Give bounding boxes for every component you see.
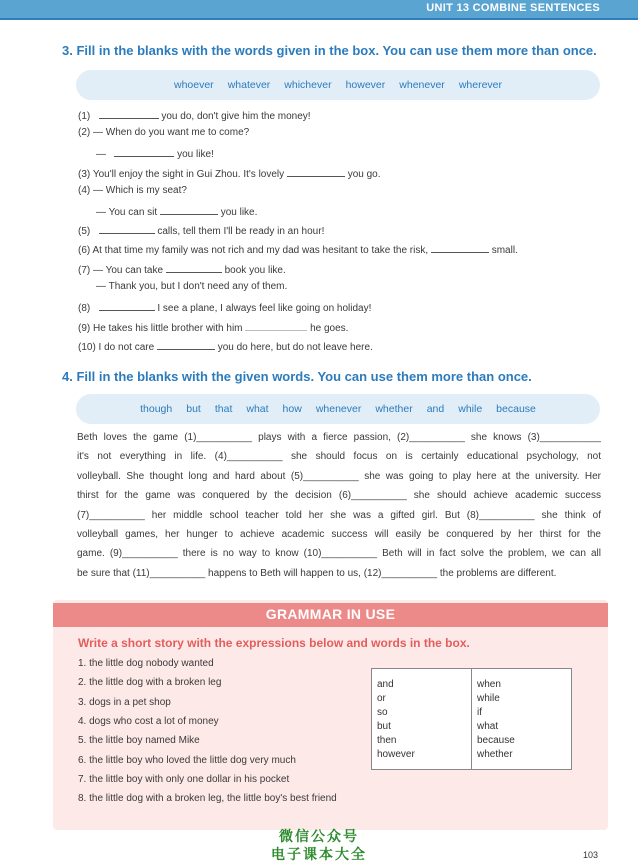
exercise-line: (5) calls, tell them I'll be ready in an hour! — [78, 223, 324, 237]
connector-word: however — [377, 749, 415, 760]
cloze-paragraph — [77, 428, 601, 583]
answer-blank[interactable] — [287, 166, 345, 177]
word-option: whether — [375, 403, 413, 415]
exercise-line: — you like! — [96, 146, 214, 160]
word-option: wherever — [458, 79, 502, 91]
word-option: however — [345, 79, 386, 91]
connector-word: while — [477, 693, 500, 704]
connector-column-right — [477, 678, 515, 762]
connector-word: because — [477, 735, 515, 746]
word-option: though — [140, 403, 173, 415]
exercise-line: (9) He takes his little brother with him he goes. — [78, 320, 348, 334]
answer-blank[interactable] — [245, 320, 307, 331]
connector-word: so — [377, 707, 388, 718]
exercise-line: (4) — Which is my seat? — [78, 185, 187, 196]
exercise-line: (10) I do not care you do here, but do not leave here. — [78, 339, 373, 353]
paragraph-line: volleyball. She thought long and hard about (5)__________ she was going to play here at the university. Her — [77, 470, 601, 482]
section3-title: 3. Fill in the blanks with the words given in the box. You can use them more than once. — [62, 43, 597, 58]
word-option: whenever — [399, 79, 445, 91]
watermark-line1: 微信公众号 — [279, 829, 359, 845]
section4-word-box — [76, 394, 600, 424]
word-option: whatever — [227, 79, 271, 91]
box-divider — [471, 669, 472, 769]
connector-word: what — [477, 721, 499, 732]
story-expression: 5. the little boy named Mike — [78, 735, 200, 746]
paragraph-line: thirst for the game was conquered by the decision (6)__________ she should achieve academic success — [77, 490, 601, 502]
exercise-line: — You can sit you like. — [96, 204, 257, 218]
word-option: whenever — [315, 403, 362, 415]
word-option: what — [246, 403, 269, 415]
connector-word: whether — [477, 749, 513, 760]
word-option: that — [214, 403, 233, 415]
paragraph-line: be sure that (11)__________ happens to Beth will happen to us, (12)__________ the problems are different. — [77, 567, 557, 579]
story-expression: 1. the little dog nobody wanted — [78, 658, 214, 669]
exercise-line: — Thank you, but I don't need any of them. — [96, 281, 288, 292]
section3-word-box — [76, 70, 600, 100]
word-option: because — [496, 403, 536, 415]
story-expression: 7. the little boy with only one dollar in his pocket — [78, 774, 290, 785]
answer-blank[interactable] — [160, 204, 218, 215]
story-expression: 4. dogs who cost a lot of money — [78, 716, 219, 727]
connector-column-left — [377, 678, 415, 762]
story-expression: 2. the little dog with a broken leg — [78, 677, 222, 688]
story-expression: 8. the little dog with a broken leg, the little boy's best friend — [78, 793, 337, 804]
section4-title: 4. Fill in the blanks with the given words. You can use them more than once. — [62, 369, 532, 384]
grammar-title: GRAMMAR IN USE — [265, 606, 396, 622]
connector-word: if — [477, 707, 482, 718]
paragraph-line: volleyball games, her hunger to achieve academic success will easily be conquered by her thirst for the — [77, 528, 601, 540]
answer-blank[interactable] — [99, 223, 155, 234]
word-option: whoever — [173, 79, 214, 91]
paragraph-line: Beth loves the game (1)__________ plays with a fierce passion, (2)__________ she knows (3)___________ — [77, 432, 601, 443]
header-underline — [0, 18, 638, 20]
connector-word: but — [377, 721, 391, 732]
paragraph-line: game. (9)__________ there is no way to know (10)__________ Beth will in fact solve the problem, we can all — [77, 548, 601, 560]
answer-blank[interactable] — [99, 108, 159, 119]
answer-blank[interactable] — [431, 242, 489, 253]
paragraph-line: it's not everything in life. (4)__________ she should focus on is certainly educational psychology, not — [77, 451, 601, 463]
unit-title: UNIT 13 COMBINE SENTENCES — [426, 2, 600, 14]
word-option: and — [426, 403, 445, 415]
story-expression: 3. dogs in a pet shop — [78, 697, 171, 708]
exercise-line: (1) you do, don't give him the money! — [78, 108, 311, 122]
answer-blank[interactable] — [114, 146, 174, 157]
connector-word: when — [477, 679, 501, 690]
exercise-line: (6) At that time my family was not rich and my dad was hesitant to take the risk, small. — [78, 242, 518, 256]
grammar-header — [53, 603, 608, 627]
paragraph-line: (7)__________ her middle school teacher told her she was a gifted girl. But (8)__________ she think of — [77, 509, 601, 521]
exercise-line: (8) I see a plane, I always feel like going on holiday! — [78, 300, 371, 314]
watermark-line2: 电子课本大全 — [271, 847, 367, 863]
word-option: whichever — [284, 79, 332, 91]
answer-blank[interactable] — [99, 300, 155, 311]
exercise-line: (3) You'll enjoy the sight in Gui Zhou. It's lovely you go. — [78, 166, 381, 180]
exercise-line: (2) — When do you want me to come? — [78, 127, 250, 138]
connector-word-box — [371, 668, 572, 770]
grammar-instruction: Write a short story with the expressions below and words in the box. — [78, 636, 470, 650]
connector-word: then — [377, 735, 397, 746]
page-number: 103 — [582, 850, 598, 860]
word-option: how — [282, 403, 302, 415]
answer-blank[interactable] — [157, 339, 215, 350]
unit-header-bar — [0, 0, 638, 20]
connector-word: or — [377, 693, 386, 704]
connector-word: and — [377, 679, 394, 690]
word-option: while — [458, 403, 483, 415]
exercise-line: (7) — You can take book you like. — [78, 262, 286, 276]
word-option: but — [186, 403, 201, 415]
answer-blank[interactable] — [166, 262, 222, 273]
story-expression: 6. the little boy who loved the little dog very much — [78, 755, 296, 766]
